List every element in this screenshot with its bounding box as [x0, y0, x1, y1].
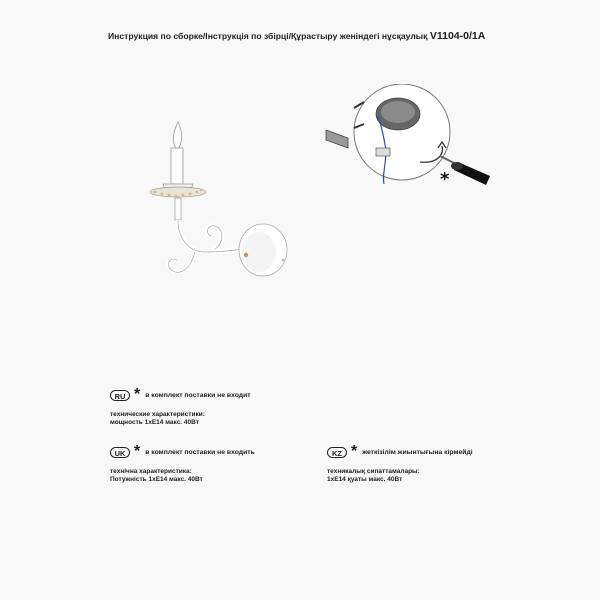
ru-badge: RU [110, 390, 130, 401]
uk-spec-title: технічна характеристика: [110, 468, 192, 475]
kz-star: * [351, 443, 358, 460]
ru-spec-value: мощность 1хЕ14 макс. 40Вт [110, 419, 199, 426]
ru-star: * [134, 386, 141, 403]
ru-spec-title: технические характеристики: [110, 411, 205, 418]
wall-sconce-lamp-icon [135, 110, 305, 310]
uk-note: в комплект поставки не входить [145, 448, 255, 456]
uk-specs [110, 468, 255, 484]
page-title [108, 30, 528, 42]
ru-note: в комплект поставки не входит [145, 391, 251, 399]
mounting-diagram-icon [320, 84, 510, 204]
kz-specs [327, 468, 473, 484]
uk-star: * [134, 443, 141, 460]
title-text: Инструкция по сборке/Інструкція по збірці/Құрастыру женіндегі нұсқаулық [108, 31, 428, 41]
ru-block [110, 388, 251, 427]
diagram-star: * [440, 169, 450, 190]
uk-spec-value: Потужність 1хЕ14 макс. 40Вт [110, 476, 203, 483]
kz-block [327, 445, 473, 484]
kz-note: жеткізілім жиынтығына кірмейді [362, 448, 473, 456]
kz-badge: KZ [327, 447, 347, 458]
model-number: V1104-0/1A [429, 30, 486, 42]
uk-badge: UK [110, 447, 130, 458]
ru-specs [110, 411, 251, 427]
kz-spec-value: 1хЕ14 қуаты макс. 40Вт [327, 476, 403, 483]
kz-spec-title: техникалық сипаттамалары: [327, 468, 420, 475]
uk-block [110, 445, 255, 484]
